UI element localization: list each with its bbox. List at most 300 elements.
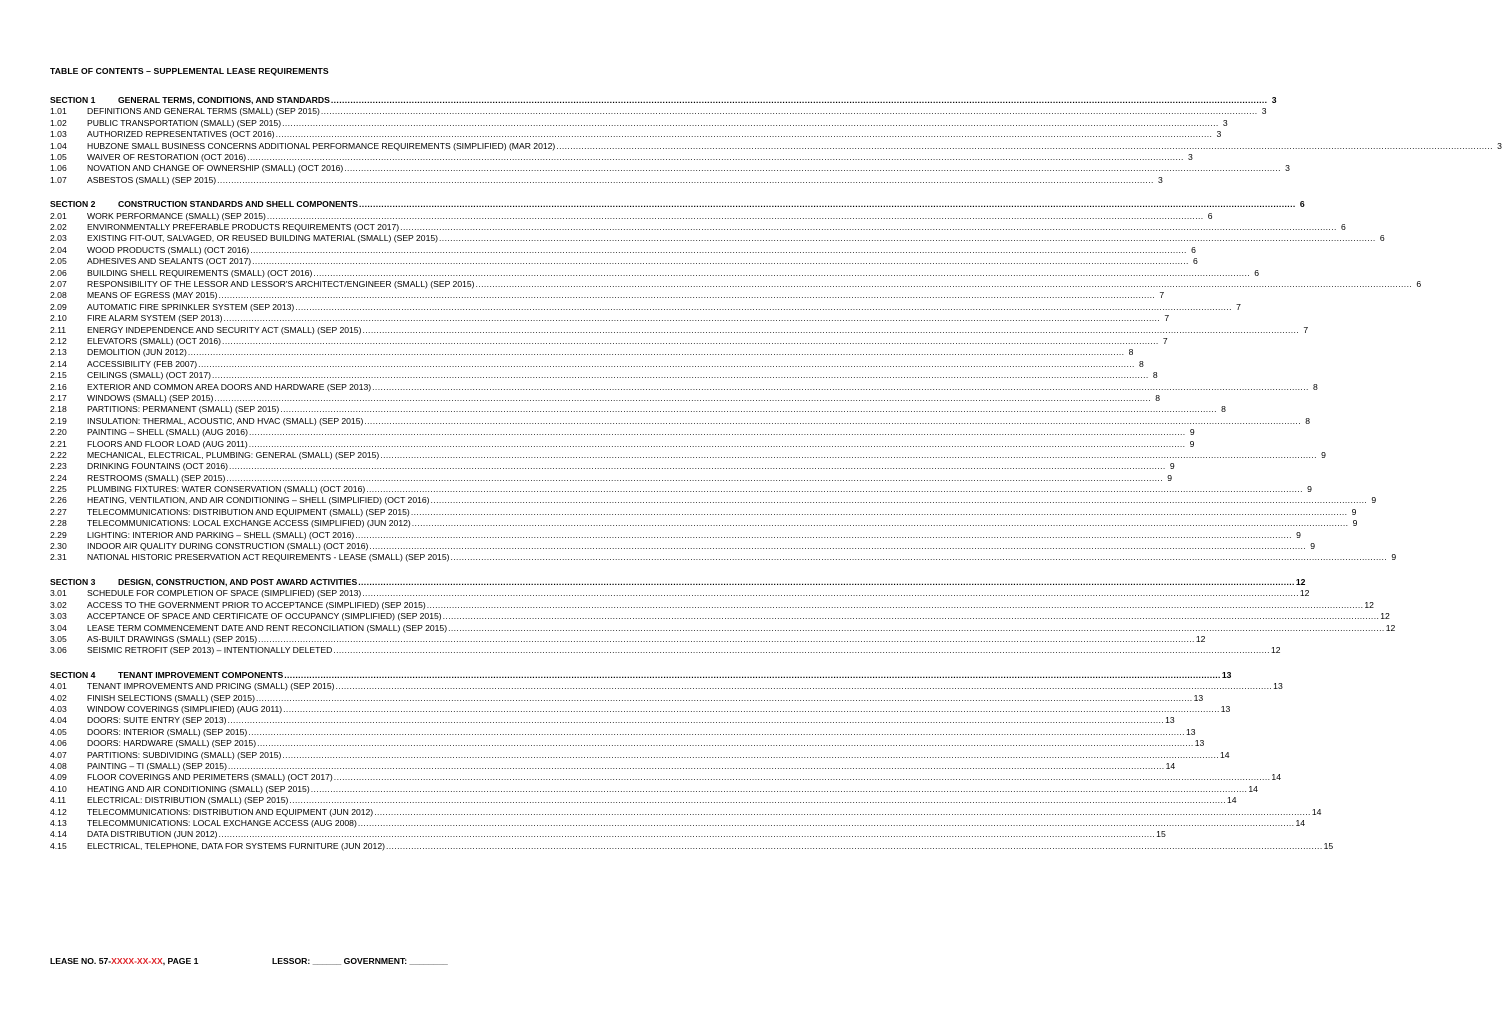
toc-section-heading-number: SECTION 4 — [50, 669, 96, 680]
dot-leader — [257, 738, 1194, 749]
toc-entry[interactable] — [50, 518, 1358, 529]
toc-entry-label: DRINKING FOUNTAINS (OCT 2016) — [87, 461, 229, 472]
toc-entry[interactable] — [50, 704, 1231, 715]
toc-entry[interactable] — [50, 233, 1385, 244]
toc-entry[interactable] — [50, 244, 1196, 256]
toc-entry-page-number: 13 — [1273, 681, 1283, 692]
toc-entry-page-number: 3 — [1285, 163, 1290, 174]
toc-sections — [50, 95, 1502, 852]
toc-entry-page-number: 3 — [1222, 117, 1228, 128]
toc-entry-label: AS-BUILT DRAWINGS (SMALL) (SEP 2015) — [87, 633, 258, 644]
toc-entry-number: 4.12 — [50, 806, 67, 817]
toc-entry-number: 3.03 — [50, 611, 67, 622]
toc-entry-label: ACCESS TO THE GOVERNMENT PRIOR TO ACCEPTANCE (SIMPLIFIED) (SEP 2015) — [87, 599, 426, 610]
toc-entry-number: 4.08 — [50, 761, 67, 772]
toc-entry[interactable] — [50, 772, 1281, 783]
toc-entry-label: AUTOMATIC FIRE SPRINKLER SYSTEM (SEP 2013) — [87, 301, 295, 312]
toc-entry-label: PARTITIONS: PERMANENT (SMALL) (SEP 2015) — [87, 404, 280, 415]
toc-entry-page-number: 14 — [1295, 818, 1306, 828]
toc-entry-label: ADHESIVES AND SEALANTS (OCT 2017) — [87, 256, 252, 267]
toc-entry[interactable] — [50, 645, 1281, 656]
toc-entry[interactable] — [50, 829, 1166, 840]
toc-section — [50, 199, 1422, 564]
toc-entry-page-number: 3 — [1497, 140, 1502, 151]
toc-entry-page-number: 6 — [1341, 222, 1346, 233]
toc-entry-number: 1.04 — [50, 140, 67, 151]
toc-entry-number: 2.29 — [50, 529, 67, 540]
toc-entry-label: ELEVATORS (SMALL) (OCT 2016) — [87, 336, 222, 346]
toc-entry-label: MEANS OF EGRESS (MAY 2015) — [87, 290, 218, 301]
dot-leader — [411, 507, 1348, 518]
dot-leader — [450, 552, 1387, 563]
toc-entry[interactable] — [50, 163, 1290, 174]
toc-entry-label: INSULATION: THERMAL, ACOUSTIC, AND HVAC (SMALL) (SEP 2015) — [87, 415, 364, 426]
toc-entry-number: 4.03 — [50, 704, 67, 715]
toc-section-heading-number: SECTION 1 — [50, 95, 96, 105]
toc-entry[interactable] — [50, 324, 1309, 336]
toc-entry-page-number: 8 — [1152, 370, 1158, 381]
toc-entry[interactable] — [50, 438, 1195, 450]
toc-entry-number: 2.19 — [50, 415, 67, 426]
toc-entry[interactable] — [50, 611, 1390, 622]
dot-leader — [380, 450, 1317, 461]
toc-section-heading-label: DESIGN, CONSTRUCTION, AND POST AWARD ACTIVITIES — [118, 577, 358, 587]
toc-entry-page-number: 8 — [1313, 381, 1318, 392]
toc-entry-page-number: 9 — [1167, 472, 1172, 483]
page-number-label: , PAGE 1 — [162, 956, 199, 966]
dot-leader — [282, 750, 1219, 761]
dot-leader — [247, 152, 1184, 163]
toc-entry[interactable] — [50, 117, 1228, 129]
dot-leader — [212, 370, 1149, 381]
toc-entry[interactable] — [50, 633, 1206, 645]
toc-entry-label: NATIONAL HISTORIC PRESERVATION ACT REQUIREMENTS - LEASE (SMALL) (SEP 2015) — [87, 552, 450, 563]
dot-leader — [443, 611, 1380, 622]
toc-entry-number: 2.13 — [50, 347, 67, 358]
toc-entry[interactable] — [50, 106, 1267, 117]
toc-entry-page-number: 13 — [1194, 738, 1205, 749]
toc-entry-page-number: 14 — [1227, 795, 1237, 806]
toc-entry-number: 2.11 — [50, 324, 67, 335]
toc-entry-number: 2.08 — [50, 290, 67, 301]
toc-entry-label: CEILINGS (SMALL) (OCT 2017) — [87, 370, 212, 381]
toc-entry[interactable] — [50, 715, 1175, 726]
toc-entry-number: 2.02 — [50, 222, 67, 233]
toc-entry[interactable] — [50, 381, 1318, 393]
toc-entry[interactable] — [50, 484, 1312, 495]
toc-entry-page-number: 15 — [1323, 840, 1334, 851]
dot-leader — [289, 795, 1226, 806]
toc-entry[interactable] — [50, 692, 1204, 704]
toc-entry-number: 4.15 — [50, 840, 67, 851]
dot-leader — [258, 634, 1195, 645]
toc-entry-page-number: 8 — [1305, 415, 1310, 426]
dot-leader — [333, 645, 1270, 656]
toc-entry-number: 4.02 — [50, 692, 67, 703]
toc-entry-page-number: 6 — [1191, 244, 1196, 255]
toc-section — [50, 577, 1396, 657]
toc-entry-page-number: 6 — [1416, 279, 1422, 290]
toc-entry-label: FLOOR COVERINGS AND PERIMETERS (SMALL) (OCT 2017) — [87, 772, 333, 783]
toc-entry-page-number: 3 — [1157, 174, 1163, 185]
toc-entry-page-number: 8 — [1128, 347, 1134, 358]
dot-leader — [222, 336, 1159, 347]
toc-entry-number: 2.01 — [50, 210, 67, 221]
toc-entry-number: 3.01 — [50, 588, 67, 599]
toc-entry-label: DOORS: SUITE ENTRY (SEP 2013) — [87, 715, 227, 726]
toc-entry-label: NOVATION AND CHANGE OF OWNERSHIP (SMALL) (OCT 2016) — [87, 163, 344, 174]
toc-entry-page-number: 7 — [1162, 336, 1168, 346]
toc-entry[interactable] — [50, 129, 1222, 140]
toc-entry-number: 2.03 — [50, 233, 67, 244]
toc-entry[interactable] — [50, 427, 1195, 438]
toc-entry-number: 4.06 — [50, 738, 67, 749]
toc-entry[interactable] — [50, 461, 1175, 472]
toc-entry-number: 2.20 — [50, 427, 67, 438]
toc-entry-label: PLUMBING FIXTURES: WATER CONSERVATION (SMALL) (OCT 2016) — [87, 484, 366, 495]
toc-entry-label: PARTITIONS: SUBDIVIDING (SMALL) (SEP 2015) — [87, 749, 282, 760]
toc-entry[interactable] — [50, 599, 1374, 611]
lease-number-placeholder: XXXX-XX-XX — [111, 956, 163, 966]
toc-entry[interactable] — [50, 681, 1283, 692]
toc-entry-label: ELECTRICAL, TELEPHONE, DATA FOR SYSTEMS FURNITURE (JUN 2012) — [87, 840, 385, 851]
toc-entry-number: 1.07 — [50, 174, 67, 185]
toc-entry-number: 2.12 — [50, 336, 67, 346]
toc-entry[interactable] — [50, 806, 1322, 818]
signature-initials-line: LESSOR: ______ GOVERNMENT: ________ — [272, 956, 448, 966]
toc-entry[interactable] — [50, 783, 1258, 795]
toc-entry[interactable] — [50, 749, 1230, 761]
dot-leader — [331, 95, 1268, 106]
toc-entry-label: ENERGY INDEPENDENCE AND SECURITY ACT (SMALL) (SEP 2015) — [87, 324, 362, 335]
toc-section-heading[interactable] — [50, 95, 1277, 106]
toc-entry[interactable] — [50, 415, 1310, 427]
toc-entry-page-number: 12 — [1380, 611, 1390, 622]
dot-leader — [321, 106, 1258, 117]
dot-leader — [359, 199, 1296, 210]
toc-entry[interactable] — [50, 301, 1241, 313]
toc-entry-page-number: 9 — [1391, 552, 1397, 563]
toc-entry[interactable] — [50, 347, 1134, 358]
toc-entry-number: 4.04 — [50, 715, 67, 726]
toc-entry-number: 1.03 — [50, 129, 67, 140]
toc-entry-page-number: 7 — [1159, 290, 1165, 301]
toc-entry[interactable] — [50, 222, 1346, 233]
dot-leader — [198, 359, 1135, 370]
toc-entry[interactable] — [50, 370, 1158, 381]
dot-leader — [344, 163, 1281, 174]
toc-section-heading-number: SECTION 3 — [50, 577, 96, 587]
toc-entry-label: DATA DISTRIBUTION (JUN 2012) — [87, 829, 218, 840]
toc-entry-number: 2.27 — [50, 506, 67, 517]
toc-entry-page-number: 9 — [1307, 484, 1312, 495]
toc-entry-label: WOOD PRODUCTS (SMALL) (OCT 2016) — [87, 244, 250, 255]
toc-entry-number: 1.05 — [50, 151, 67, 162]
toc-entry-label: DEMOLITION (JUN 2012) — [87, 347, 187, 358]
toc-entry-label: INDOOR AIR QUALITY DURING CONSTRUCTION (SMALL) (OCT 2016) — [87, 541, 369, 552]
toc-entry-number: 1.06 — [50, 163, 67, 174]
toc-entry-page-number: 9 — [1189, 438, 1195, 449]
toc-entry-page-number: 8 — [1139, 358, 1144, 369]
dot-leader — [448, 623, 1385, 634]
dot-leader — [313, 268, 1250, 279]
toc-entry-page-number: 14 — [1165, 761, 1176, 772]
dot-leader — [372, 382, 1309, 393]
toc-entry-label: PAINTING – TI (SMALL) (SEP 2015) — [87, 761, 227, 772]
toc-entry[interactable] — [50, 529, 1301, 541]
dot-leader — [336, 681, 1273, 692]
toc-entry-label: HEATING, VENTILATION, AND AIR CONDITIONING – SHELL (SIMPLIFIED) (OCT 2016) — [87, 495, 430, 506]
toc-entry-label: FIRE ALARM SYSTEM (SEP 2013) — [87, 313, 223, 324]
lease-number-prefix: LEASE NO. 57- — [50, 956, 112, 966]
toc-entry-label: PAINTING – SHELL (SMALL) (AUG 2016) — [87, 427, 248, 438]
dot-leader — [250, 245, 1187, 256]
toc-entry-number: 2.15 — [50, 370, 67, 381]
toc-entry-number: 3.06 — [50, 645, 67, 656]
toc-entry-page-number: 12 — [1364, 599, 1374, 610]
toc-entry-page-number: 12 — [1385, 622, 1396, 633]
toc-entry[interactable] — [50, 256, 1198, 267]
dot-leader — [226, 473, 1163, 484]
toc-entry[interactable] — [50, 738, 1205, 749]
toc-entry-page-number: 12 — [1195, 633, 1206, 644]
toc-entry-number: 2.18 — [50, 404, 67, 415]
dot-leader — [284, 670, 1221, 681]
toc-section-heading[interactable] — [50, 669, 1232, 681]
toc-entry-number: 1.02 — [50, 117, 67, 128]
toc-entry-page-number: 9 — [1169, 461, 1175, 472]
toc-entry[interactable] — [50, 541, 1316, 552]
toc-entry-number: 2.28 — [50, 518, 67, 529]
toc-entry-page-number: 9 — [1352, 518, 1358, 529]
toc-entry-page-number: 12 — [1270, 645, 1281, 656]
toc-entry-page-number: 3 — [1188, 151, 1193, 162]
dot-leader — [386, 841, 1323, 852]
toc-entry-page-number: 7 — [1303, 324, 1309, 335]
toc-entry[interactable] — [50, 210, 1213, 222]
toc-entry-number: 4.05 — [50, 726, 67, 737]
toc-entry[interactable] — [50, 151, 1193, 163]
dot-leader — [311, 784, 1248, 795]
toc-entry-number: 2.30 — [50, 541, 67, 552]
dot-leader — [227, 715, 1164, 726]
toc-entry-number: 2.22 — [50, 449, 67, 460]
toc-entry-number: 4.01 — [50, 681, 67, 692]
toc-entry-page-number: 9 — [1321, 449, 1326, 460]
toc-section-heading-page-number: 6 — [1299, 199, 1305, 210]
toc-entry-page-number: 13 — [1220, 704, 1231, 715]
dot-leader — [355, 530, 1292, 541]
toc-entry-page-number: 9 — [1189, 427, 1195, 438]
toc-entry-label: LIGHTING: INTERIOR AND PARKING – SHELL (SMALL) (OCT 2016) — [87, 529, 355, 540]
toc-entry[interactable] — [50, 358, 1144, 370]
dot-leader — [362, 588, 1299, 599]
toc-entry-label: TELECOMMUNICATIONS: DISTRIBUTION AND EQUIPMENT (JUN 2012) — [87, 806, 374, 817]
dot-leader — [431, 495, 1368, 506]
toc-entry-label: DOORS: INTERIOR (SMALL) (SEP 2015) — [87, 726, 248, 737]
toc-entry[interactable] — [50, 336, 1168, 347]
toc-section-heading-number: SECTION 2 — [50, 199, 96, 210]
toc-entry-page-number: 6 — [1207, 210, 1213, 221]
dot-leader — [556, 141, 1493, 152]
toc-entry-number: 2.23 — [50, 461, 67, 472]
dot-leader — [476, 279, 1413, 290]
toc-entry-label: EXISTING FIT-OUT, SALVAGED, OR REUSED BUILDING MATERIAL (SMALL) (SEP 2015) — [87, 233, 438, 244]
dot-leader — [276, 129, 1213, 140]
dot-leader — [439, 233, 1376, 244]
toc-entry[interactable] — [50, 761, 1176, 772]
toc-entry-label: RESTROOMS (SMALL) (SEP 2015) — [87, 472, 226, 483]
toc-entry-page-number: 8 — [1155, 392, 1161, 403]
dot-leader — [374, 807, 1311, 818]
toc-section-heading[interactable] — [50, 577, 1306, 588]
toc-entry-number: 4.10 — [50, 783, 67, 794]
dot-leader — [214, 393, 1151, 404]
toc-entry[interactable] — [50, 290, 1165, 301]
toc-entry-number: 3.04 — [50, 622, 67, 633]
document-title: TABLE OF CONTENTS – SUPPLEMENTAL LEASE REQUIREMENTS — [50, 66, 329, 76]
toc-entry-number: 4.07 — [50, 749, 67, 760]
toc-entry[interactable] — [50, 840, 1334, 852]
toc-entry[interactable] — [50, 506, 1357, 518]
toc-entry-label: DOORS: HARDWARE (SMALL) (SEP 2015) — [87, 738, 257, 749]
toc-section — [50, 669, 1334, 852]
toc-section-heading-page-number: 3 — [1271, 95, 1277, 105]
dot-leader — [334, 772, 1271, 783]
toc-entry-number: 2.17 — [50, 392, 67, 403]
toc-entry-page-number: 12 — [1299, 588, 1310, 599]
toc-entry-page-number: 9 — [1351, 506, 1357, 517]
toc-entry-label: LEASE TERM COMMENCEMENT DATE AND RENT RECONCILIATION (SMALL) (SEP 2015) — [87, 622, 448, 633]
toc-entry-number: 2.16 — [50, 381, 67, 392]
toc-entry-label: DEFINITIONS AND GENERAL TERMS (SMALL) (SEP 2015) — [87, 106, 320, 117]
toc-entry-label: TENANT IMPROVEMENTS AND PRICING (SMALL) (SEP 2015) — [87, 681, 335, 692]
toc-entry-number: 4.11 — [50, 795, 67, 806]
toc-section-heading-label: GENERAL TERMS, CONDITIONS, AND STANDARDS — [118, 95, 330, 105]
toc-entry-number: 4.09 — [50, 772, 67, 783]
toc-entry[interactable] — [50, 449, 1326, 461]
toc-entry-page-number: 14 — [1311, 806, 1322, 817]
toc-entry-number: 2.07 — [50, 279, 67, 290]
dot-leader — [362, 325, 1299, 336]
dot-leader — [412, 518, 1349, 529]
toc-entry-label: TELECOMMUNICATIONS: LOCAL EXCHANGE ACCESS (AUG 2008) — [87, 818, 357, 828]
toc-entry[interactable] — [50, 472, 1172, 484]
dot-leader — [427, 600, 1364, 611]
toc-entry-label: ENVIRONMENTALLY PREFERABLE PRODUCTS REQUIREMENTS (OCT 2017) — [87, 222, 400, 233]
toc-entry-label: HEATING AND AIR CONDITIONING (SMALL) (SEP 2015) — [87, 783, 310, 794]
toc-entry-label: SCHEDULE FOR COMPLETION OF SPACE (SIMPLIFIED) (SEP 2013) — [87, 588, 362, 599]
toc-entry-page-number: 13 — [1193, 692, 1204, 703]
toc-entry-page-number: 14 — [1271, 772, 1281, 783]
toc-entry-page-number: 13 — [1185, 726, 1196, 737]
dot-leader — [219, 290, 1156, 301]
dot-leader — [249, 427, 1186, 438]
toc-entry-label: ASBESTOS (SMALL) (SEP 2015) — [87, 174, 217, 185]
page-footer — [50, 956, 448, 966]
dot-leader — [248, 727, 1185, 738]
dot-leader — [256, 693, 1193, 704]
toc-entry-number: 2.10 — [50, 313, 67, 324]
toc-entry[interactable] — [50, 552, 1397, 563]
dot-leader — [252, 256, 1189, 267]
toc-entry-page-number: 14 — [1220, 749, 1230, 760]
toc-entry-label: WINDOW COVERINGS (SIMPLIFIED) (AUG 2011) — [87, 704, 283, 715]
toc-entry-label: ACCEPTANCE OF SPACE AND CERTIFICATE OF OCCUPANCY (SIMPLIFIED) (SEP 2015) — [87, 611, 442, 622]
toc-entry[interactable] — [50, 313, 1170, 324]
toc-entry-label: HUBZONE SMALL BUSINESS CONCERNS ADDITIONAL PERFORMANCE REQUIREMENTS (SIMPLIFIED) (MAR 2012) — [87, 140, 556, 151]
dot-leader — [267, 211, 1204, 222]
toc-entry-number: 4.14 — [50, 829, 67, 840]
toc-entry-number: 1.01 — [50, 106, 67, 117]
toc-entry-label: ACCESSIBILITY (FEB 2007) — [87, 358, 198, 369]
toc-entry-label: TELECOMMUNICATIONS: DISTRIBUTION AND EQUIPMENT (SMALL) (SEP 2015) — [87, 506, 410, 517]
toc-entry[interactable] — [50, 726, 1196, 738]
dot-leader — [229, 461, 1166, 472]
dot-leader — [366, 484, 1303, 495]
toc-entry-number: 2.25 — [50, 484, 67, 495]
toc-entry-number: 3.02 — [50, 599, 67, 610]
toc-entry-page-number: 9 — [1371, 495, 1377, 506]
dot-leader — [358, 818, 1295, 829]
toc-entry-number: 2.05 — [50, 256, 67, 267]
toc-entry-page-number: 13 — [1165, 715, 1175, 726]
toc-entry-page-number: 8 — [1221, 404, 1226, 415]
toc-entry[interactable] — [50, 404, 1226, 415]
toc-section — [50, 95, 1502, 186]
dot-leader — [228, 761, 1165, 772]
toc-entry-label: WAIVER OF RESTORATION (OCT 2016) — [87, 151, 247, 162]
toc-entry-label: EXTERIOR AND COMMON AREA DOORS AND HARDWARE (SEP 2013) — [87, 381, 372, 392]
toc-entry-number: 2.26 — [50, 495, 67, 506]
toc-section-heading[interactable] — [50, 199, 1305, 210]
dot-leader — [188, 347, 1125, 358]
dot-leader — [369, 541, 1306, 552]
toc-entry-label: AUTHORIZED REPRESENTATIVES (OCT 2016) — [87, 129, 275, 140]
toc-entry[interactable] — [50, 279, 1422, 290]
toc-entry-number: 2.06 — [50, 267, 67, 278]
toc-entry[interactable] — [50, 622, 1396, 634]
toc-entry-label: MECHANICAL, ELECTRICAL, PLUMBING: GENERAL (SMALL) (SEP 2015) — [87, 449, 380, 460]
toc-entry[interactable] — [50, 140, 1502, 152]
dot-leader — [358, 577, 1295, 588]
toc-entry-number: 4.13 — [50, 818, 67, 828]
dot-leader — [249, 439, 1186, 450]
toc-entry[interactable] — [50, 795, 1237, 806]
toc-entry-label: WINDOWS (SMALL) (SEP 2015) — [87, 392, 214, 403]
toc-entry-label: TELECOMMUNICATIONS: LOCAL EXCHANGE ACCESS (SIMPLIFIED) (JUN 2012) — [87, 518, 411, 529]
toc-entry-page-number: 7 — [1236, 301, 1241, 312]
toc-entry-page-number: 3 — [1261, 106, 1267, 117]
toc-entry-number: 2.09 — [50, 301, 67, 312]
toc-entry-label: WORK PERFORMANCE (SMALL) (SEP 2015) — [87, 210, 266, 221]
toc-entry-page-number: 9 — [1296, 529, 1301, 540]
table-of-contents — [50, 66, 1502, 865]
toc-entry-number: 2.04 — [50, 244, 67, 255]
toc-entry-page-number: 6 — [1379, 233, 1385, 244]
toc-entry[interactable] — [50, 588, 1310, 599]
toc-entry[interactable] — [50, 267, 1260, 279]
dot-leader — [400, 222, 1337, 233]
toc-entry[interactable] — [50, 495, 1377, 506]
toc-entry-page-number: 14 — [1248, 783, 1258, 794]
toc-entry-page-number: 15 — [1156, 829, 1166, 840]
dot-leader — [217, 175, 1154, 186]
toc-entry[interactable] — [50, 392, 1161, 404]
toc-entry[interactable] — [50, 174, 1163, 186]
toc-entry[interactable] — [50, 818, 1306, 829]
toc-entry-label: ELECTRICAL: DISTRIBUTION (SMALL) (SEP 2015) — [87, 795, 289, 806]
